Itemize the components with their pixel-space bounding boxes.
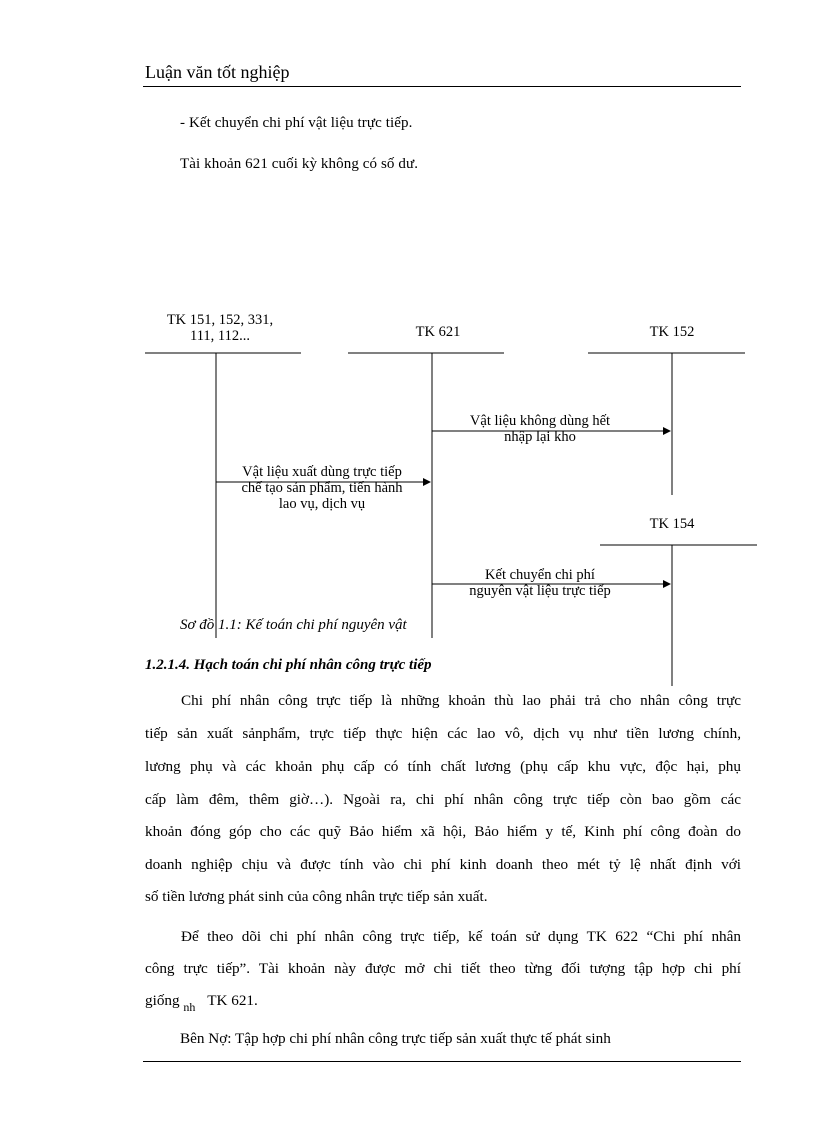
account-b-label: TK 621 bbox=[415, 324, 461, 340]
account-a-label bbox=[150, 312, 290, 344]
account-c-label: TK 152 bbox=[649, 324, 695, 340]
diagram-caption: Sơ đồ 1.1: Kế toán chi phí nguyên vật bbox=[180, 617, 407, 633]
para1-line-2: tiếp sản xuất sảnphẩm, trực tiếp thực hiện các lao vô, dịch vụ như tiền lương chính, bbox=[145, 725, 741, 742]
para1-line-7: số tiền lương phát sinh của công nhân trực tiếp sản xuất. bbox=[145, 888, 488, 905]
flow2-label bbox=[214, 464, 430, 512]
para2-word-tk: TK 621. bbox=[207, 992, 258, 1009]
para2-line-2: công trực tiếp”. Tài khoản này được mở chi tiết theo từng đối tượng tập hợp chi phí bbox=[145, 960, 741, 977]
para1-line-5: khoản đóng góp cho các quỹ Bảo hiểm xã hội, Bảo hiểm y tế, Kinh phí công đoàn do bbox=[145, 823, 741, 840]
footer-rule bbox=[143, 1061, 741, 1062]
para2-word-giong: giống bbox=[145, 992, 180, 1009]
account-d-label: TK 154 bbox=[649, 516, 695, 532]
para2-subscript: nh bbox=[183, 1000, 196, 1014]
para1-line-3: lương phụ và các khoản phụ cấp có tính chất lương (phụ cấp khu vực, độc hại, phụ bbox=[145, 758, 741, 775]
flow1-label-line2: nhập lại kho bbox=[504, 429, 576, 445]
flow2-label-line2: chế tạo sản phẩm, tiến hành bbox=[241, 480, 403, 496]
flow1-label-line1: Vật liệu không dùng hết bbox=[469, 413, 611, 429]
para1-line-6: doanh nghiệp chịu và được tính vào chi phí kinh doanh theo mét tỷ lệ nhất định với bbox=[145, 856, 741, 873]
account-a-label-line2: 111, 112... bbox=[189, 328, 250, 344]
flow1-label bbox=[440, 413, 640, 445]
intro-line-1: - Kết chuyển chi phí vật liệu trực tiếp. bbox=[180, 115, 413, 131]
page-header-title: Luận văn tốt nghiệp bbox=[145, 62, 290, 82]
para2-line-1: Để theo dõi chi phí nhân công trực tiếp, kế toán sử dụng TK 622 “Chi phí nhân bbox=[181, 928, 741, 945]
para2-line-3 bbox=[145, 992, 258, 1015]
para3-line-1: Bên Nợ: Tập hợp chi phí nhân công trực tiếp sản xuất thực tế phát sinh bbox=[180, 1030, 611, 1047]
para1-line-4: cấp làm đêm, thêm giờ…). Ngoài ra, chi phí nhân công trực tiếp còn bao gồm các bbox=[145, 791, 741, 808]
flow3-label bbox=[440, 567, 640, 599]
section-heading: 1.2.1.4. Hạch toán chi phí nhân công trực tiếp bbox=[145, 657, 432, 673]
intro-line-2: Tài khoản 621 cuối kỳ không có số dư. bbox=[180, 156, 419, 172]
flow3-label-line2: nguyên vật liệu trực tiếp bbox=[469, 583, 611, 599]
flow2-label-line1: Vật liệu xuất dùng trực tiếp bbox=[242, 464, 402, 480]
account-a-label-line1: TK 151, 152, 331, bbox=[166, 312, 274, 328]
para1-line-1: Chi phí nhân công trực tiếp là những khoản thù lao phải trả cho nhân công trực bbox=[181, 692, 741, 709]
flow3-label-line1: Kết chuyển chi phí bbox=[485, 567, 595, 583]
flow2-label-line3: lao vụ, dịch vụ bbox=[278, 496, 366, 512]
